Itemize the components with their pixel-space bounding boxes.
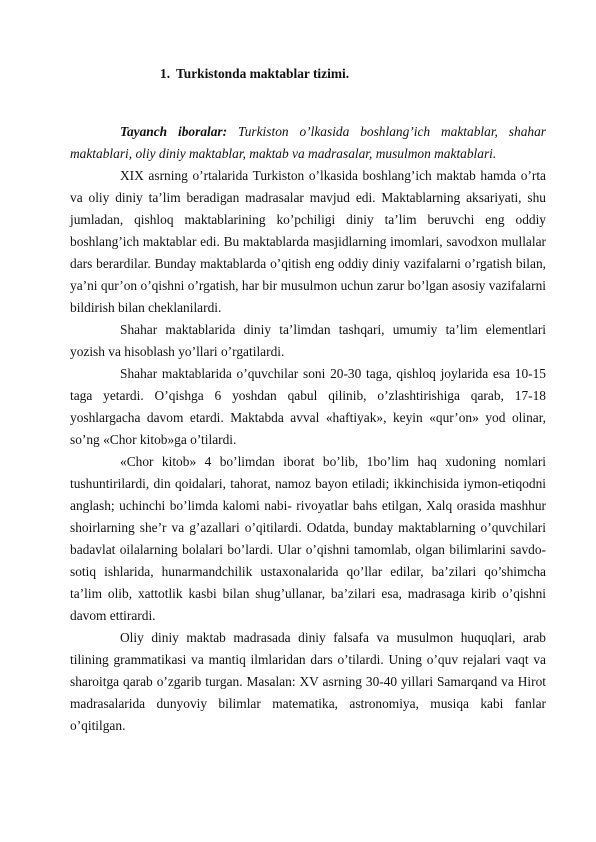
body-paragraph: XIX asrning o’rtalarida Turkiston o’lkasida boshlang’ich maktab hamda o’rta va oliy diniy ta’lim beradigan madrasalar mavjud edi. Maktablarning aksariyati, shu jumladan, qishloq maktablarining ko’pchiligi diniy ta’lim beruvchi eng oddiy boshlang’ich maktablar edi. Bu maktablarda masjidlarning imomlari, savodxon mullalar dars berardilar. Bunday maktablarda o’qitish eng oddiy diniy vazifalarni o’rgatish bilan, ya’ni qur’on o’qishni o’rgatish, har bir musulmon uchun zarur bo’lgan asosiy vazifalarni bildirish bilan cheklanilardi. [70, 168, 546, 315]
keywords-label: Tayanch iboralar: [120, 124, 228, 139]
body-paragraph: Oliy diniy maktab madrasada diniy falsafa va musulmon huquqlari, arab tilining grammatikasi va mantiq ilmlaridan dars o’tilardi. Uning o’quv rejalari vaqt va sharoitga qarab o’zgarib turgan. Masalan: XV asrning 30-40 yillari Samarqand va Hirot madrasalarida dunyoviy bilimlar matematika, astronomiya, musiqa kabi fanlar o’qitilgan. [70, 630, 546, 733]
keywords-text: Turkiston o’lkasida boshlang’ich maktablar, shahar maktablari, oliy diniy maktablar, maktab va madrasalar, musulmon maktablari. [70, 124, 546, 161]
body-paragraph: Shahar maktablarida diniy ta’limdan tashqari, umumiy ta’lim elementlari yozish va hisoblash yo’llari o’rgatilardi. [70, 322, 546, 359]
body-paragraph: «Chor kitob» 4 bo’limdan iborat bo’lib, 1bo’lim haq xudoning nomlari tushuntirilardi, din qoidalari, tahorat, namoz bayon etiladi; ikkinchisida iymon-etiqodni anglash; uchinchi bo’limda kalomi nabi- rivoyatlar bahs etilgan, Xalq orasida mashhur shoirlarning she’r va g’azallari o’qitilardi. Odatda, bunday maktablarning o’quvchilari badavlat oilalarning bolalari bo’lardi. Ular o’qishni tamomlab, olgan bilimlarini savdo-sotiq ishlarida, hunarmandchilik ustaxonalarida qo’llar edilar, ba’zilari qo’shimcha ta’lim olib, xattotlik kasbi bilan shug’ullanar, ba’zilari esa, madrasaga kirib o’qishni davom ettirardi. [70, 454, 546, 623]
body-paragraph: Shahar maktablarida o’quvchilar soni 20-30 taga, qishloq joylarida esa 10-15 taga yetardi. O’qishga 6 yoshdan qabul qilinib, o’zlashtirishiga qarab, 17-18 yoshlargacha davom etardi. Maktabda avval «haftiyak», keyin «qur’on» yod olinar, so’ng «Chor kitob»ga o’tilardi. [70, 366, 546, 447]
section-heading [160, 66, 349, 82]
document-body [70, 121, 546, 737]
keywords-paragraph [70, 121, 546, 165]
section-number: 1. [160, 66, 171, 81]
section-title: Turkistonda maktablar tizimi. [176, 66, 350, 81]
